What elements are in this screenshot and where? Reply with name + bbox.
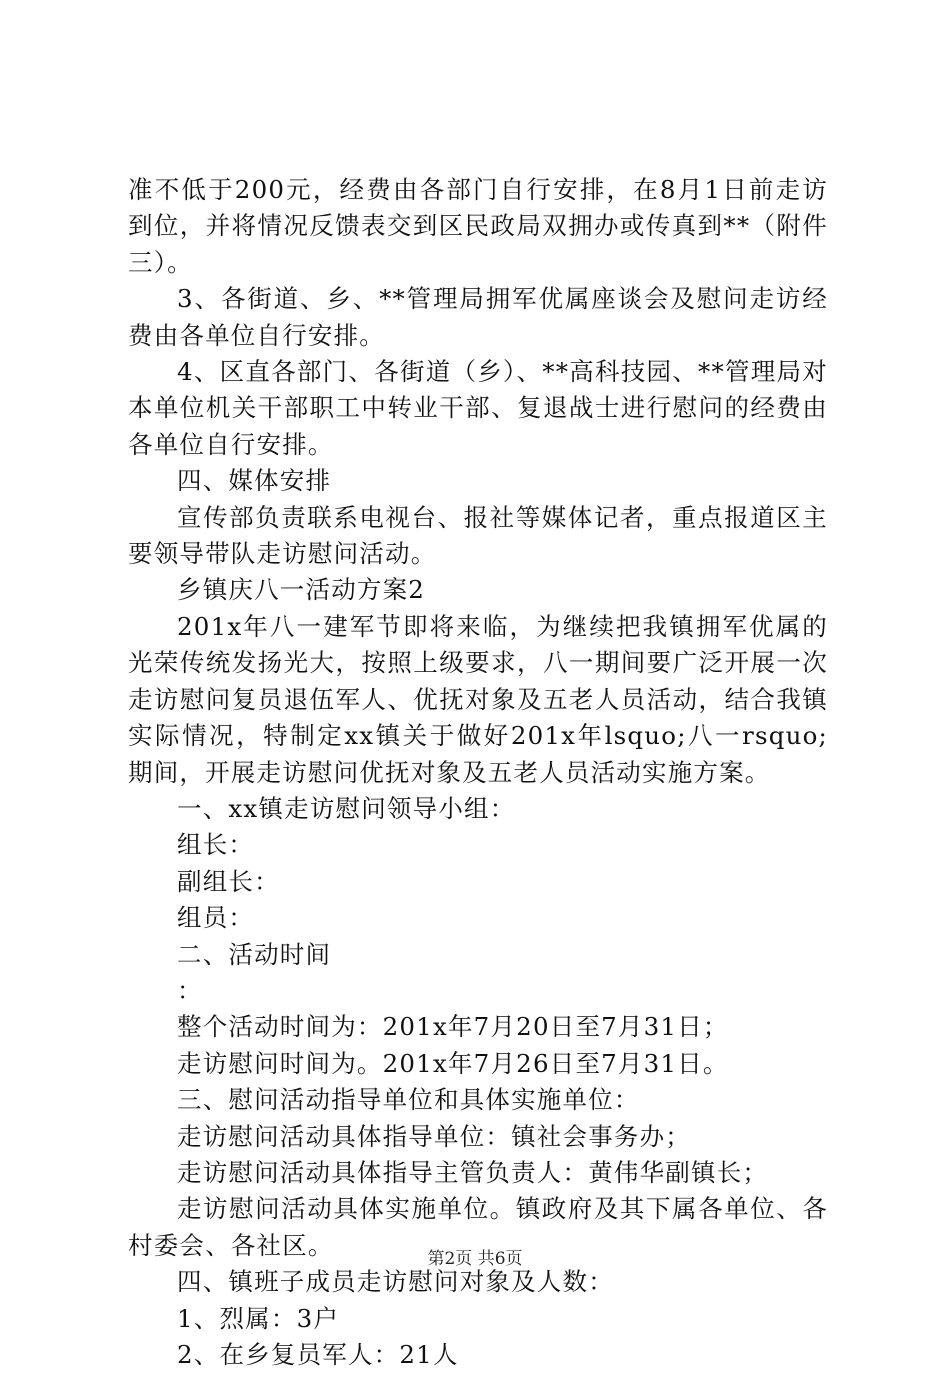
section-heading: 三、慰问活动指导单位和具体实施单位： — [177, 1085, 640, 1115]
list-item: 副组长： — [177, 866, 280, 896]
section-heading: 四、媒体安排 — [177, 466, 332, 496]
document-body — [128, 172, 828, 1373]
paragraph: 走访慰问活动具体指导主管负责人：黄伟华副镇长； — [177, 1157, 769, 1187]
paragraph: 3、各街道、乡、**管理局拥军优属座谈会及慰问走访经费由各单位自行安排。 — [128, 284, 828, 350]
paragraph: 走访慰问活动具体指导单位：镇社会事务办； — [177, 1121, 691, 1151]
document-title: 乡镇庆八一活动方案2 — [177, 575, 426, 605]
paragraph: ： — [177, 975, 203, 1005]
list-item: 组员： — [177, 903, 255, 933]
paragraph: 整个活动时间为：201x年7月20日至7月31日； — [177, 1012, 729, 1042]
page-number-footer: 第2页 共6页 — [427, 1249, 523, 1269]
list-item: 2、在乡复员军人：21人 — [177, 1340, 459, 1369]
paragraph: 宣传部负责联系电视台、报社等媒体记者，重点报道区主要领导带队走访慰问活动。 — [128, 502, 828, 569]
paragraph: 201x年八一建军节即将来临，为继续把我镇拥军优属的光荣传统发扬光大，按照上级要求，八一期间要广泛开展一次走访慰问复员退伍军人、优抚对象及五老人员活动，结合我镇实际情况，特制定xx镇关于做好201x年lsquo;八一rsquo;期间，开展走访慰问优抚对象及五老人员活动实施方案。 — [128, 611, 828, 787]
list-item: 组长： — [177, 830, 255, 860]
paragraph: 准不低于200元，经费由各部门自行安排，在8月1日前走访到位，并将情况反馈表交到区民政局双拥办或传真到**（附件三）。 — [128, 175, 828, 277]
paragraph: 走访慰问活动具体实施单位。镇政府及其下属各单位、各村委会、各社区。 — [128, 1194, 828, 1260]
paragraph: 4、区直各部门、各街道（乡）、**高科技园、**管理局对本单位机关干部职工中转业干部、复退战士进行慰问的经费由各单位自行安排。 — [128, 357, 828, 459]
section-heading: 四、镇班子成员走访慰问对象及人数： — [177, 1267, 614, 1297]
list-item: 1、烈属：3户 — [177, 1303, 340, 1333]
paragraph: 走访慰问时间为。201x年7月26日至7月31日。 — [177, 1048, 729, 1078]
section-heading: 一、xx镇走访慰问领导小组： — [177, 793, 516, 823]
section-heading: 二、活动时间 — [177, 939, 332, 969]
